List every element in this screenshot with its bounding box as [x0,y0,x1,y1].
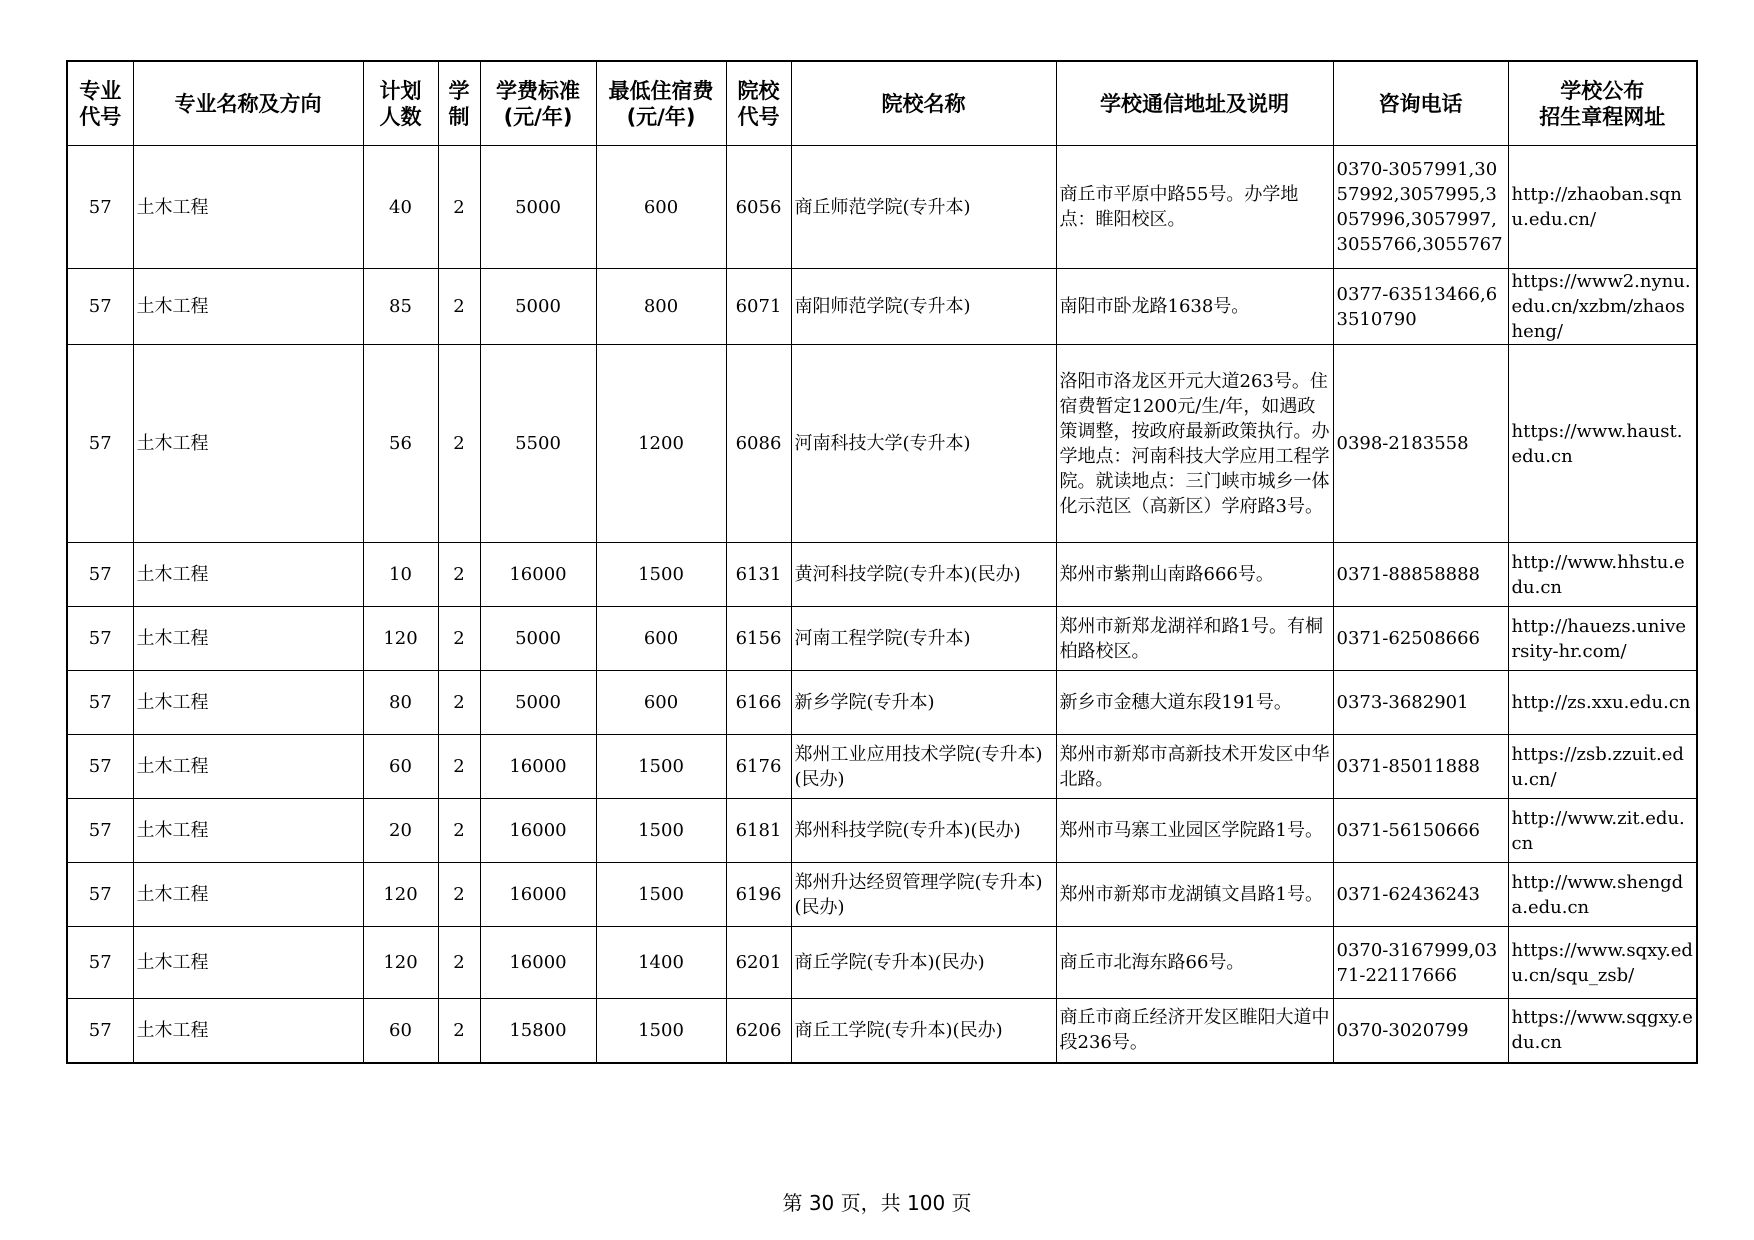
admission-url-cell: http://www.shengda.edu.cn [1508,863,1697,927]
lodging-fee-cell: 600 [596,671,726,735]
address-cell: 新乡市金穗大道东段191号。 [1056,671,1333,735]
admission-url-cell: http://zs.xxu.edu.cn [1508,671,1697,735]
header-line: 专业 [79,78,122,103]
admission-url-cell: https://www2.nynu.edu.cn/xzbm/zhaosheng/ [1508,269,1697,345]
school-code-cell: 6156 [726,607,791,671]
school-name-cell: 商丘工学院(专升本)(民办) [791,999,1056,1063]
table-row [67,735,1697,799]
admission-url-cell: http://zhaoban.sqnu.edu.cn/ [1508,146,1697,269]
school-name-cell: 黄河科技学院(专升本)(民办) [791,543,1056,607]
phone-cell: 0398-2183558 [1333,345,1508,543]
major-code-cell: 57 [67,345,133,543]
plan-count-cell: 20 [363,799,438,863]
phone-cell: 0371-88858888 [1333,543,1508,607]
address-cell: 郑州市马寨工业园区学院路1号。 [1056,799,1333,863]
lodging-fee-cell: 1200 [596,345,726,543]
header-line: 制 [448,104,470,129]
major-name-cell: 土木工程 [133,607,363,671]
phone-cell: 0370-3057991,3057992,3057995,3057996,3057997,3055766,3055767 [1333,146,1508,269]
lodging-fee-cell: 1500 [596,735,726,799]
school-code-cell: 6131 [726,543,791,607]
table-row [67,927,1697,999]
lodging-fee-cell: 800 [596,269,726,345]
major-name-cell: 土木工程 [133,543,363,607]
plan-count-cell: 56 [363,345,438,543]
major-code-cell: 57 [67,269,133,345]
major-code-cell: 57 [67,735,133,799]
header-line: 专业名称及方向 [174,91,322,116]
school-code-cell: 6071 [726,269,791,345]
duration-cell: 2 [438,671,480,735]
plan-count-cell: 85 [363,269,438,345]
school-name-cell: 商丘学院(专升本)(民办) [791,927,1056,999]
lodging-fee-cell: 1500 [596,799,726,863]
plan-count-cell: 60 [363,999,438,1063]
major-code-cell: 57 [67,671,133,735]
school-code-cell: 6181 [726,799,791,863]
table-row [67,607,1697,671]
header-line: 咨询电话 [1378,91,1463,116]
major-name-cell: 土木工程 [133,269,363,345]
address-cell: 商丘市平原中路55号。办学地点：睢阳校区。 [1056,146,1333,269]
phone-cell: 0370-3167999,0371-22117666 [1333,927,1508,999]
header-major-code [67,61,133,146]
plan-count-cell: 80 [363,671,438,735]
school-name-cell: 郑州工业应用技术学院(专升本)(民办) [791,735,1056,799]
phone-cell: 0371-56150666 [1333,799,1508,863]
admission-url-cell: https://www.sqgxy.edu.cn [1508,999,1697,1063]
header-line: 人数 [379,104,422,129]
header-school-name [791,61,1056,146]
major-name-cell: 土木工程 [133,863,363,927]
duration-cell: 2 [438,735,480,799]
header-line: (元/年) [626,104,696,129]
address-cell: 洛阳市洛龙区开元大道263号。住宿费暂定1200元/生/年，如遇政策调整，按政府最新政策执行。办学地点：河南科技大学应用工程学院。就读地点：三门峡市城乡一体化示范区（高新区）学府路3号。 [1056,345,1333,543]
major-name-cell: 土木工程 [133,345,363,543]
major-code-cell: 57 [67,863,133,927]
lodging-fee-cell: 1500 [596,863,726,927]
major-code-cell: 57 [67,799,133,863]
admission-url-cell: https://www.haust.edu.cn [1508,345,1697,543]
tuition-cell: 16000 [480,543,596,607]
tuition-cell: 5000 [480,671,596,735]
lodging-fee-cell: 1500 [596,999,726,1063]
tuition-cell: 5000 [480,607,596,671]
duration-cell: 2 [438,799,480,863]
tuition-cell: 16000 [480,799,596,863]
school-name-cell: 新乡学院(专升本) [791,671,1056,735]
address-cell: 南阳市卧龙路1638号。 [1056,269,1333,345]
header-line: 计划 [379,78,422,103]
header-duration [438,61,480,146]
plan-count-cell: 120 [363,607,438,671]
table-header-row [67,61,1697,146]
admission-url-cell: https://www.sqxy.edu.cn/squ_zsb/ [1508,927,1697,999]
school-name-cell: 河南科技大学(专升本) [791,345,1056,543]
table-row [67,543,1697,607]
table-row [67,863,1697,927]
school-code-cell: 6196 [726,863,791,927]
duration-cell: 2 [438,146,480,269]
table-row [67,269,1697,345]
header-lodging-fee [596,61,726,146]
admission-url-cell: http://hauezs.university-hr.com/ [1508,607,1697,671]
tuition-cell: 5000 [480,269,596,345]
table-body [67,146,1697,1063]
school-name-cell: 郑州科技学院(专升本)(民办) [791,799,1056,863]
header-line: 学校公布 [1560,78,1645,103]
school-name-cell: 郑州升达经贸管理学院(专升本)(民办) [791,863,1056,927]
phone-cell: 0371-62436243 [1333,863,1508,927]
table-row [67,799,1697,863]
school-name-cell: 商丘师范学院(专升本) [791,146,1056,269]
school-code-cell: 6056 [726,146,791,269]
header-line: (元/年) [503,104,573,129]
major-name-cell: 土木工程 [133,146,363,269]
plan-count-cell: 10 [363,543,438,607]
header-line: 学 [448,78,470,103]
major-name-cell: 土木工程 [133,927,363,999]
tuition-cell: 16000 [480,735,596,799]
header-line: 最低住宿费 [608,78,714,103]
header-line: 院校 [737,78,780,103]
admission-url-cell: https://zsb.zzuit.edu.cn/ [1508,735,1697,799]
header-admission-url [1508,61,1697,146]
phone-cell: 0371-85011888 [1333,735,1508,799]
duration-cell: 2 [438,345,480,543]
tuition-cell: 15800 [480,999,596,1063]
address-cell: 郑州市紫荆山南路666号。 [1056,543,1333,607]
address-cell: 郑州市新郑龙湖祥和路1号。有桐柏路校区。 [1056,607,1333,671]
tuition-cell: 5500 [480,345,596,543]
major-code-cell: 57 [67,927,133,999]
header-tuition [480,61,596,146]
admission-url-cell: http://www.hhstu.edu.cn [1508,543,1697,607]
lodging-fee-cell: 600 [596,607,726,671]
table-row [67,345,1697,543]
table-row [67,999,1697,1063]
table-row [67,671,1697,735]
header-line: 代号 [79,104,122,129]
major-name-cell: 土木工程 [133,799,363,863]
header-school-code [726,61,791,146]
lodging-fee-cell: 600 [596,146,726,269]
address-cell: 商丘市北海东路66号。 [1056,927,1333,999]
address-cell: 郑州市新郑市龙湖镇文昌路1号。 [1056,863,1333,927]
lodging-fee-cell: 1400 [596,927,726,999]
header-line: 学校通信地址及说明 [1100,91,1289,116]
phone-cell: 0370-3020799 [1333,999,1508,1063]
duration-cell: 2 [438,607,480,671]
address-cell: 郑州市新郑市高新技术开发区中华北路。 [1056,735,1333,799]
plan-count-cell: 60 [363,735,438,799]
header-major-name [133,61,363,146]
plan-count-cell: 120 [363,927,438,999]
duration-cell: 2 [438,863,480,927]
major-code-cell: 57 [67,607,133,671]
major-name-cell: 土木工程 [133,999,363,1063]
school-code-cell: 6176 [726,735,791,799]
major-code-cell: 57 [67,999,133,1063]
header-address [1056,61,1333,146]
major-code-cell: 57 [67,543,133,607]
duration-cell: 2 [438,269,480,345]
admission-plan-table [66,60,1698,1064]
header-line: 院校名称 [881,91,966,116]
address-cell: 商丘市商丘经济开发区睢阳大道中段236号。 [1056,999,1333,1063]
header-line: 招生章程网址 [1539,104,1666,129]
header-phone [1333,61,1508,146]
major-code-cell: 57 [67,146,133,269]
tuition-cell: 16000 [480,927,596,999]
phone-cell: 0373-3682901 [1333,671,1508,735]
major-name-cell: 土木工程 [133,735,363,799]
page-number-footer: 第 30 页，共 100 页 [782,1191,972,1215]
plan-count-cell: 120 [363,863,438,927]
school-code-cell: 6166 [726,671,791,735]
phone-cell: 0377-63513466,63510790 [1333,269,1508,345]
table-row [67,146,1697,269]
school-code-cell: 6201 [726,927,791,999]
header-line: 学费标准 [496,78,580,103]
lodging-fee-cell: 1500 [596,543,726,607]
school-code-cell: 6206 [726,999,791,1063]
school-name-cell: 河南工程学院(专升本) [791,607,1056,671]
tuition-cell: 5000 [480,146,596,269]
school-name-cell: 南阳师范学院(专升本) [791,269,1056,345]
major-name-cell: 土木工程 [133,671,363,735]
header-plan-count [363,61,438,146]
duration-cell: 2 [438,927,480,999]
header-line: 代号 [737,104,780,129]
duration-cell: 2 [438,999,480,1063]
phone-cell: 0371-62508666 [1333,607,1508,671]
plan-count-cell: 40 [363,146,438,269]
tuition-cell: 16000 [480,863,596,927]
admission-url-cell: http://www.zit.edu.cn [1508,799,1697,863]
duration-cell: 2 [438,543,480,607]
school-code-cell: 6086 [726,345,791,543]
